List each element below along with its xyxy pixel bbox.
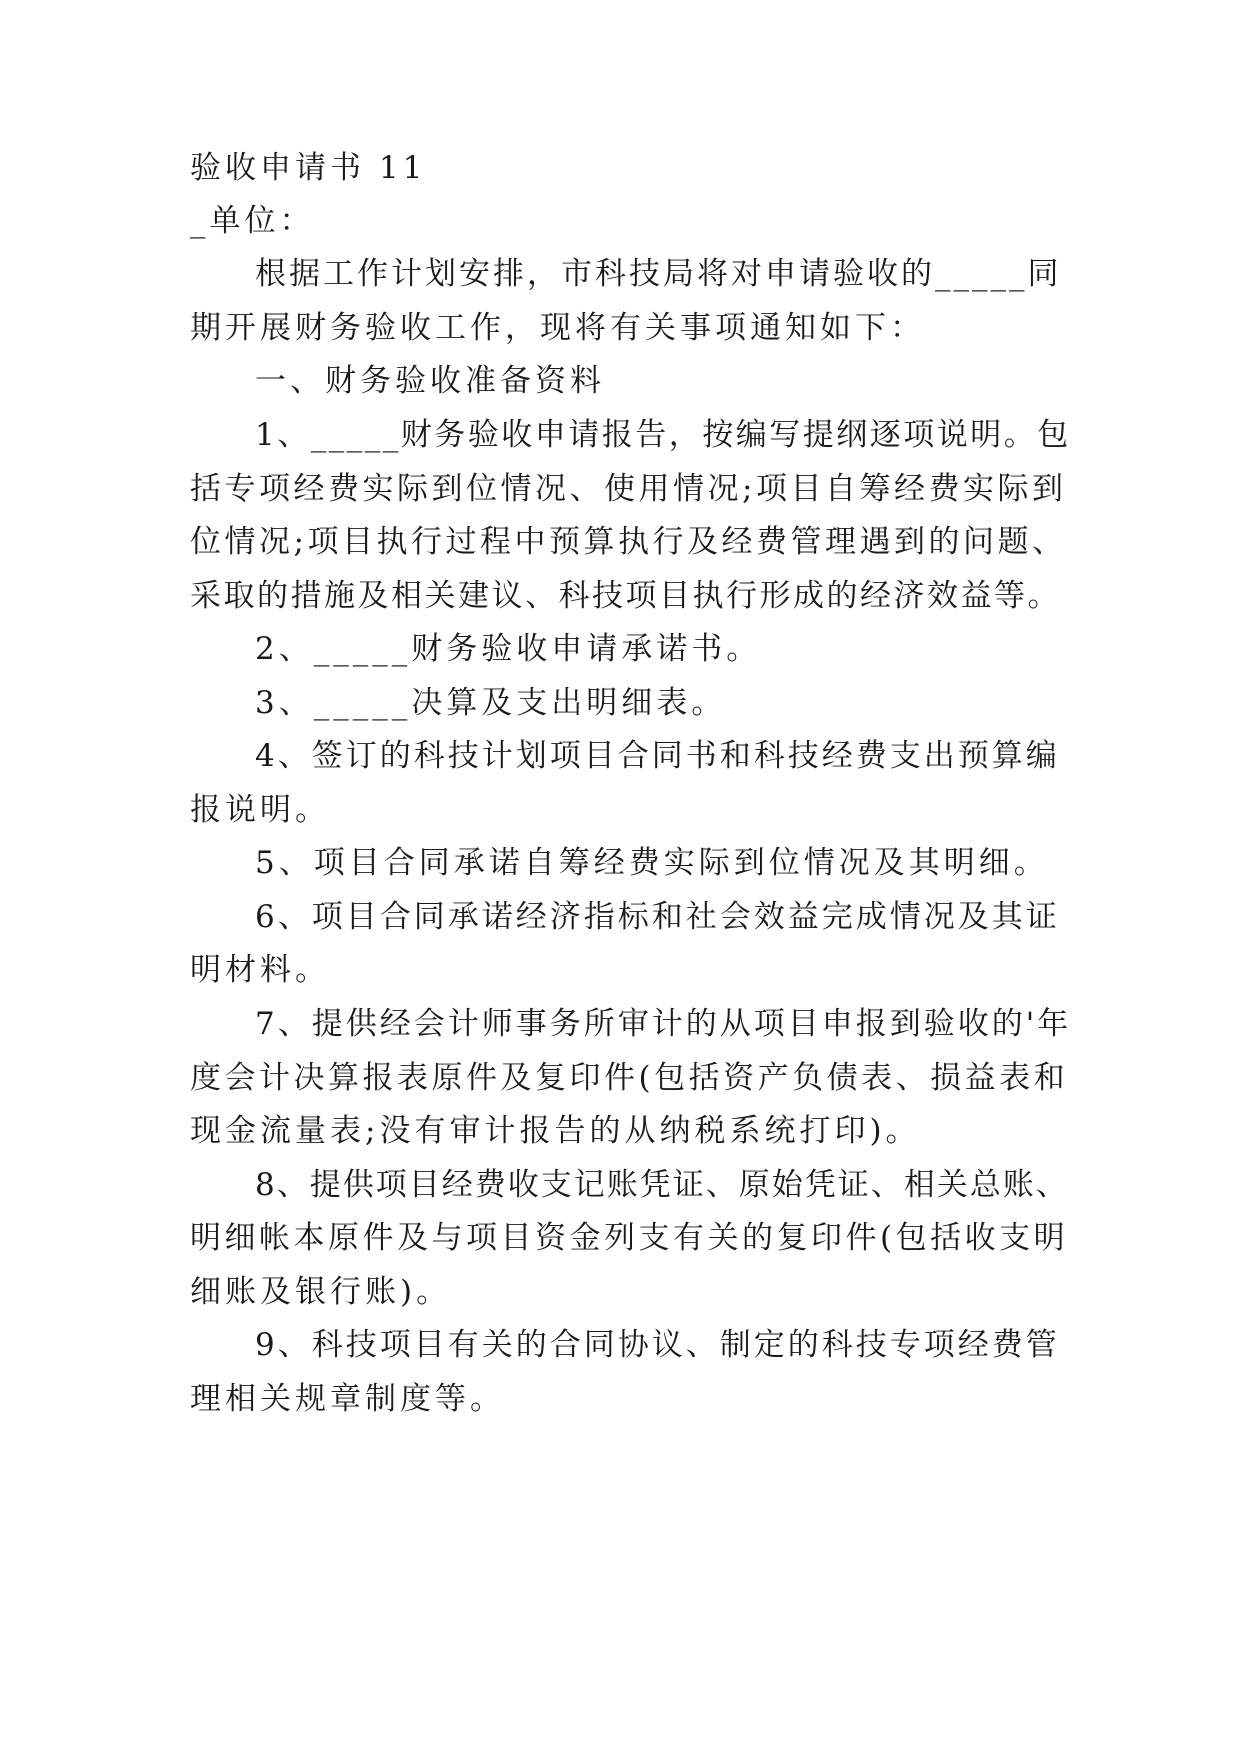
list-item-line: 理相关规章制度等。 (190, 1381, 505, 1417)
list-item-line: 位情况;项目执行过程中预算执行及经费管理遇到的问题、 (190, 524, 1067, 560)
list-item-line: 采取的措施及相关建议、科技项目执行形成的经济效益等。 (190, 578, 1061, 614)
list-item-line: 明材料。 (190, 952, 330, 988)
list-item-line: 9、科技项目有关的合同协议、制定的科技专项经费管 (255, 1327, 1060, 1363)
list-item-line: 2、_____财务验收申请承诺书。 (255, 631, 762, 667)
list-item-line: 6、项目合同承诺经济指标和社会效益完成情况及其证 (255, 899, 1060, 935)
list-item-line: 1、_____财务验收申请报告，按编写提纲逐项说明。包 (255, 417, 1071, 453)
list-item-line: 7、提供经会计师事务所审计的从项目申报到验收的'年 (255, 1006, 1072, 1042)
paragraph-line: 期开展财务验收工作，现将有关事项通知如下： (190, 310, 925, 346)
list-item-line: 明细帐本原件及与项目资金列支有关的复印件(包括收支明 (190, 1220, 1069, 1256)
list-item-line: 5、项目合同承诺自筹经费实际到位情况及其明细。 (255, 845, 1049, 881)
list-item-line: 8、提供项目经费收支记账凭证、原始凭证、相关总账、 (255, 1167, 1069, 1203)
list-item-line: 3、_____决算及支出明细表。 (255, 685, 727, 721)
addressee-line: _单位： (190, 203, 315, 239)
list-item-line: 现金流量表;没有审计报告的从纳税系统打印)。 (190, 1113, 921, 1149)
section-heading: 一、财务验收准备资料 (255, 363, 605, 399)
list-item-line: 度会计决算报表原件及复印件(包括资产负债表、损益表和 (190, 1060, 1069, 1096)
list-item-line: 括专项经费实际到位情况、使用情况;项目自筹经费实际到 (190, 471, 1067, 507)
list-item-line: 4、签订的科技计划项目合同书和科技经费支出预算编 (255, 738, 1060, 774)
list-item-line: 报说明。 (190, 792, 330, 828)
list-item-line: 细账及银行账)。 (190, 1274, 452, 1310)
document-title: 验收申请书 11 (190, 150, 427, 186)
paragraph-line: 根据工作计划安排，市科技局将对申请验收的_____同 (255, 256, 1062, 292)
